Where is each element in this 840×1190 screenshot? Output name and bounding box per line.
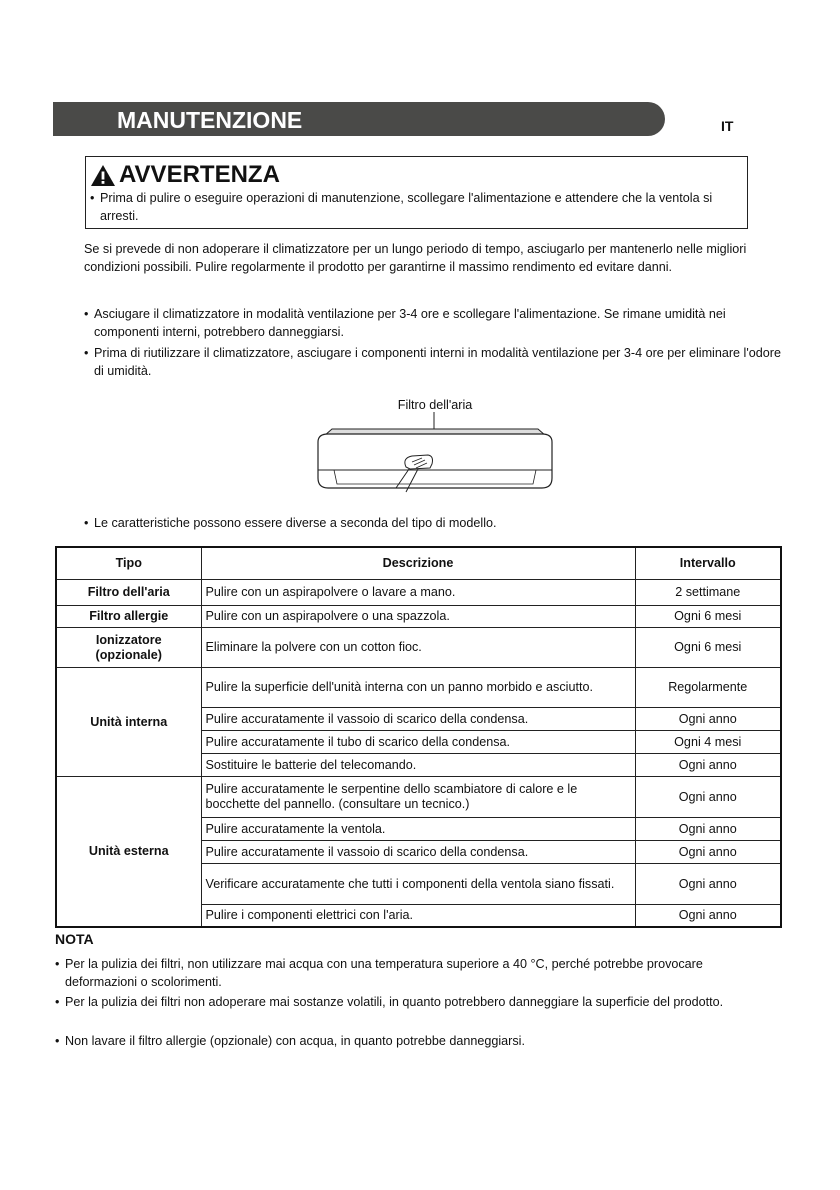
interval-cell: Regolarmente [635, 668, 781, 708]
description-cell: Pulire la superficie dell'unità interna con un panno morbido e asciutto. [201, 668, 635, 708]
note-item: • Per la pulizia dei filtri non adoperare mai sostanze volatili, in quanto potrebbero danneggiare la superficie del prodotto. [55, 993, 775, 1011]
page-title: MANUTENZIONE [117, 107, 303, 133]
description-cell: Verificare accuratamente che tutti i componenti della ventola siano fissati. [201, 864, 635, 905]
interval-cell: Ogni anno [635, 754, 781, 777]
interval-cell: Ogni anno [635, 841, 781, 864]
warning-heading [90, 161, 280, 189]
note-item: • Per la pulizia dei filtri, non utilizzare mai acqua con una temperatura superiore a 40 °C, perché potrebbe provocare deformazioni o scolorimenti. [55, 955, 775, 991]
interval-cell: Ogni anno [635, 864, 781, 905]
warning-triangle-icon [90, 164, 116, 187]
interval-cell: Ogni anno [635, 905, 781, 927]
interval-cell: 2 settimane [635, 580, 781, 606]
type-cell: Ionizzatore (opzionale) [56, 628, 201, 668]
note-item: • Non lavare il filtro allergie (opzionale) con acqua, in quanto potrebbe danneggiarsi. [55, 1032, 775, 1050]
note-heading: NOTA [55, 931, 94, 947]
table-header-row [56, 547, 781, 580]
table-row [56, 628, 781, 668]
list-item: • Prima di riutilizzare il climatizzatore, asciugare i componenti interni in modalità ventilazione per 3-4 ore per eliminare l'odore di umidità. [84, 344, 784, 380]
figure-label: Filtro dell'aria [397, 398, 473, 412]
description-cell: Pulire accuratamente il vassoio di scarico della condensa. [201, 841, 635, 864]
description-cell: Pulire con un aspirapolvere o una spazzola. [201, 606, 635, 628]
language-code: IT [721, 118, 734, 134]
column-header-type: Tipo [56, 547, 201, 580]
warning-text: • Prima di pulire o eseguire operazioni di manutenzione, scollegare l'alimentazione e attendere che la ventola si arresti. [90, 189, 740, 225]
interval-cell: Ogni anno [635, 777, 781, 818]
table-row [56, 580, 781, 606]
type-cell: Filtro dell'aria [56, 580, 201, 606]
column-header-description: Descrizione [201, 547, 635, 580]
type-cell: Filtro allergie [56, 606, 201, 628]
type-cell: Unità esterna [56, 777, 201, 927]
interval-cell: Ogni 6 mesi [635, 606, 781, 628]
description-cell: Sostituire le batterie del telecomando. [201, 754, 635, 777]
table-row [56, 777, 781, 818]
interval-cell: Ogni 6 mesi [635, 628, 781, 668]
column-header-interval: Intervallo [635, 547, 781, 580]
model-note: • Le caratteristiche possono essere diverse a seconda del tipo di modello. [84, 514, 784, 532]
description-cell: Pulire accuratamente il tubo di scarico della condensa. [201, 731, 635, 754]
description-cell: Pulire con un aspirapolvere o lavare a mano. [201, 580, 635, 606]
maintenance-table [55, 546, 782, 928]
description-cell: Pulire accuratamente le serpentine dello scambiatore di calore e le bocchette del pannello. (consultare un tecnico.) [201, 777, 635, 818]
table-row [56, 606, 781, 628]
interval-cell: Ogni 4 mesi [635, 731, 781, 754]
description-cell: Pulire i componenti elettrici con l'aria. [201, 905, 635, 927]
description-cell: Pulire accuratamente il vassoio di scarico della condensa. [201, 708, 635, 731]
list-item: • Asciugare il climatizzatore in modalità ventilazione per 3-4 ore e scollegare l'alimentazione. Se rimane umidità nei componenti interni, potrebbero danneggiarsi. [84, 305, 784, 341]
description-cell: Pulire accuratamente la ventola. [201, 818, 635, 841]
interval-cell: Ogni anno [635, 818, 781, 841]
interval-cell: Ogni anno [635, 708, 781, 731]
air-conditioner-cleaning-illustration [310, 412, 560, 496]
type-cell: Unità interna [56, 668, 201, 777]
warning-title: AVVERTENZA [119, 161, 280, 188]
description-cell: Eliminare la polvere con un cotton fioc. [201, 628, 635, 668]
intro-paragraph: Se si prevede di non adoperare il climatizzatore per un lungo periodo di tempo, asciugarlo per mantenerlo nelle migliori condizioni possibili. Pulire regolarmente il prodotto per garantirne il massimo rendimento ed evitare danni. [84, 242, 747, 274]
table-row [56, 668, 781, 708]
